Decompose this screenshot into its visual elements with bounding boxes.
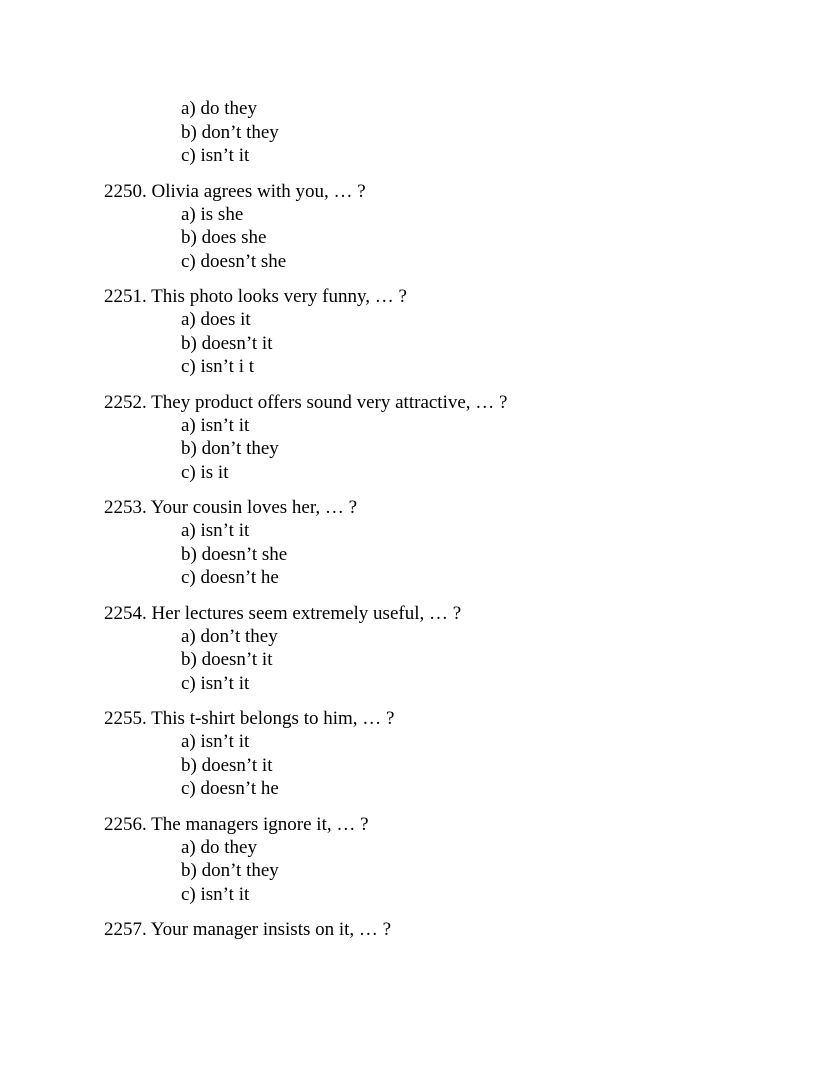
question-number: 2252. bbox=[104, 391, 147, 413]
option-b: b) don’t they bbox=[181, 438, 279, 459]
question-2253 bbox=[104, 496, 804, 590]
question-options bbox=[104, 203, 804, 274]
option-b: b) don’t they bbox=[181, 860, 279, 881]
question-text bbox=[104, 285, 804, 308]
question-text bbox=[104, 602, 804, 625]
question-options bbox=[104, 414, 804, 485]
question-options bbox=[104, 730, 804, 801]
option-c: c) is it bbox=[181, 461, 229, 483]
option-a: a) do they bbox=[181, 98, 257, 119]
option-c: c) doesn’t he bbox=[181, 778, 279, 799]
option-a: a) is she bbox=[181, 203, 244, 225]
question-prompt: This t-shirt belongs to him, … ? bbox=[151, 708, 395, 729]
question-prompt: This photo looks very funny, … ? bbox=[151, 286, 407, 307]
question-number: 2251. bbox=[104, 286, 147, 307]
question-prompt: Olivia agrees with you, … ? bbox=[151, 180, 366, 202]
option-c: c) isn’t i t bbox=[181, 356, 255, 377]
question-number: 2254. bbox=[104, 602, 147, 624]
question-text bbox=[104, 496, 804, 519]
question-text bbox=[104, 180, 804, 203]
option-b: b) don’t they bbox=[181, 121, 279, 143]
document-page bbox=[104, 97, 804, 941]
question-2256 bbox=[104, 813, 804, 907]
question-number: 2253. bbox=[104, 497, 147, 518]
question-options bbox=[104, 836, 804, 907]
option-a: a) isn’t it bbox=[181, 731, 250, 752]
question-2257 bbox=[104, 918, 804, 941]
option-c: c) isn’t it bbox=[181, 672, 250, 694]
question-number: 2255. bbox=[104, 708, 147, 729]
option-c: c) doesn’t she bbox=[181, 250, 287, 272]
option-b: b) does she bbox=[181, 227, 267, 248]
question-2255 bbox=[104, 707, 804, 801]
question-2252 bbox=[104, 391, 804, 485]
question-options bbox=[104, 308, 804, 379]
question-number: 2256. bbox=[104, 813, 147, 835]
option-a: a) isn’t it bbox=[181, 520, 250, 541]
option-b: b) doesn’t it bbox=[181, 332, 273, 354]
option-a: a) do they bbox=[181, 836, 257, 858]
option-b: b) doesn’t it bbox=[181, 649, 273, 670]
option-a: a) isn’t it bbox=[181, 414, 250, 436]
option-a: a) does it bbox=[181, 309, 251, 330]
question-text bbox=[104, 813, 804, 836]
option-c: c) isn’t it bbox=[181, 883, 250, 905]
option-a: a) don’t they bbox=[181, 625, 278, 647]
question-options bbox=[104, 519, 804, 590]
question-number: 2250. bbox=[104, 180, 147, 202]
question-number: 2257. bbox=[104, 919, 147, 940]
question-prompt: Her lectures seem extremely useful, … ? bbox=[151, 602, 462, 624]
question-2250 bbox=[104, 180, 804, 274]
question-prompt: Your cousin loves her, … ? bbox=[150, 497, 358, 518]
option-b: b) doesn’t she bbox=[181, 543, 288, 565]
question-prompt: The managers ignore it, … ? bbox=[151, 813, 369, 835]
question-2251 bbox=[104, 285, 804, 379]
option-c: c) doesn’t he bbox=[181, 567, 279, 588]
lead-options bbox=[104, 97, 804, 168]
question-prompt: Your manager insists on it, … ? bbox=[150, 919, 392, 940]
question-prompt: They product offers sound very attractive, … ? bbox=[151, 391, 508, 413]
question-2254 bbox=[104, 602, 804, 696]
option-c: c) isn’t it bbox=[181, 145, 250, 166]
question-text bbox=[104, 918, 804, 941]
question-options bbox=[104, 625, 804, 696]
question-text bbox=[104, 391, 804, 414]
question-text bbox=[104, 707, 804, 730]
option-b: b) doesn’t it bbox=[181, 754, 273, 776]
